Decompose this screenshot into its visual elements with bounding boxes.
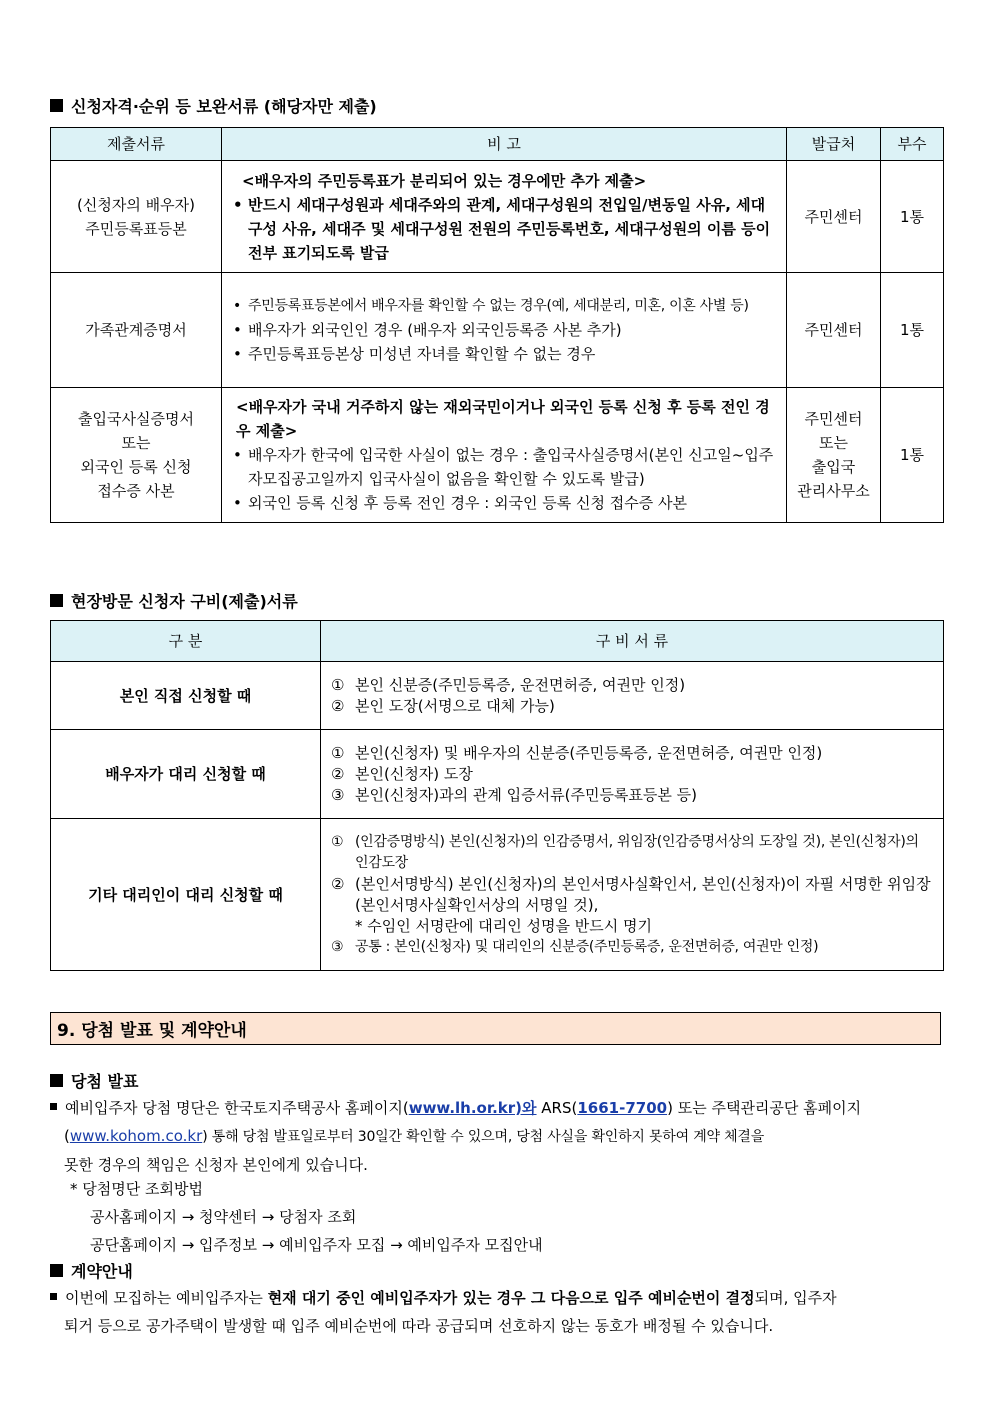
required-doc-item [329, 937, 935, 958]
contract-paragraph [50, 1284, 943, 1340]
item-text: 공통 : 본인(신청자) 및 대리인의 신분증(주민등록증, 운전면허증, 여권만 인정) [355, 938, 819, 955]
item-text: 본인(신청자)과의 관계 입증서류(주민등록표등본 등) [355, 785, 698, 804]
text-run: ( [64, 1127, 70, 1145]
issuer-cell [787, 388, 881, 523]
note-list [230, 294, 778, 366]
required-doc-item [329, 675, 935, 696]
required-doc-item [329, 764, 935, 785]
announce-line: 못한 경우의 책임은 신청자 본인에게 있습니다. [64, 1156, 368, 1174]
chapter9-banner [50, 1012, 941, 1045]
black-square-icon [50, 1074, 63, 1087]
note-item: • 배우자가 외국인인 경우 (배우자 외국인등록증 사본 추가) [230, 318, 778, 342]
note-item: • 외국인 등록 신청 후 등록 전인 경우 : 외국인 등록 신청 접수증 사본 [230, 491, 778, 515]
text-run: 예비입주자 당첨 명단은 한국토지주택공사 홈페이지( [65, 1099, 409, 1117]
required-docs-list [329, 675, 935, 717]
doc-name-line: 또는 [121, 434, 151, 452]
issuer-line: 주민센터 [804, 321, 863, 339]
proxy-note: * 수임인 서명란에 대리인 성명을 반드시 명기 [355, 916, 652, 935]
lookup-path-1: 공사홈페이지 → 청약센터 → 당첨자 조회 [90, 1208, 357, 1226]
lookup-path-2: 공단홈페이지 → 입주정보 → 예비입주자 모집 → 예비입주자 모집안내 [90, 1236, 543, 1254]
table-row [51, 161, 944, 273]
doc-name-cell [51, 388, 222, 523]
contract-heading [50, 1259, 133, 1282]
text-run: ARS( [536, 1099, 578, 1117]
item-number: ② [331, 696, 345, 715]
item-number: ① [331, 743, 345, 762]
table-row [51, 662, 944, 730]
announce-line [50, 1122, 943, 1151]
item-text: 본인(신청자) 및 배우자의 신분증(주민등록증, 운전면허증, 여권만 인정) [355, 743, 823, 762]
doc-name-cell [51, 161, 222, 273]
contract-line [50, 1284, 943, 1312]
required-docs-cell [321, 819, 944, 971]
copies-cell: 1통 [881, 161, 944, 273]
required-doc-item [329, 696, 935, 717]
item-number: ③ [331, 785, 345, 804]
item-text: 본인 신분증(주민등록증, 운전면허증, 여권만 인정) [355, 675, 686, 694]
announce-paragraph [50, 1094, 943, 1179]
table-row [51, 730, 944, 819]
header-issuer: 발급처 [787, 128, 881, 161]
required-docs-list [329, 832, 935, 916]
kohom-homepage-link[interactable]: www.kohom.co.kr [69, 1127, 203, 1145]
supplement-docs-table [50, 127, 944, 523]
doc-name-line: 주민등록표등본 [85, 219, 187, 238]
case-cell: 기타 대리인이 대리 신청할 때 [51, 819, 321, 971]
chapter9-title: 9. 당첨 발표 및 계약안내 [57, 1021, 247, 1041]
section2-title: 현장방문 신청자 구비(제출)서류 [71, 592, 298, 611]
required-docs-list [329, 743, 935, 806]
note-list [230, 193, 778, 265]
bullet-square-icon [50, 1293, 57, 1300]
black-square-icon [50, 594, 63, 607]
note-item: • 주민등록표등본에서 배우자를 확인할 수 없는 경우(예, 세대분리, 미혼, 이혼 사별 등) [230, 294, 778, 318]
text-run: 되며, 입주자 [754, 1289, 837, 1307]
black-square-icon [50, 1264, 63, 1277]
note-cell [222, 388, 787, 523]
bullet-square-icon [50, 1103, 57, 1110]
item-number: ② [331, 874, 345, 893]
doc-name-line: 접수증 사본 [97, 482, 175, 500]
section1-heading [50, 94, 377, 117]
text-run: 이번에 모집하는 예비입주자는 [65, 1289, 268, 1307]
copies-cell: 1통 [881, 273, 944, 388]
table-row [51, 273, 944, 388]
note-item: • 배우자가 한국에 입국한 사실이 없는 경우 : 출입국사실증명서(본인 신고일~입주자모집공고일까지 입국사실이 없음을 확인할 수 있도록 발급) [230, 443, 778, 491]
copies-cell: 1통 [881, 388, 944, 523]
doc-name-line: (신청자의 배우자) [77, 195, 195, 214]
contract-line: 퇴거 등으로 공가주택이 발생할 때 입주 예비순번에 따라 공급되며 선호하지 않는 동호가 배정될 수 있습니다. [64, 1317, 774, 1335]
header-case: 구 분 [51, 621, 321, 662]
table-row [51, 819, 944, 971]
issuer-line: 또는 [819, 434, 848, 452]
announce-heading [50, 1069, 138, 1092]
doc-name-cell [51, 273, 222, 388]
case-cell: 본인 직접 신청할 때 [51, 662, 321, 730]
issuer-line: 관리사무소 [797, 482, 870, 500]
black-square-icon [50, 99, 63, 112]
item-number: ① [331, 675, 345, 694]
lookup-method [70, 1175, 543, 1259]
item-text: (본인서명방식) 본인(신청자)의 본인서명사실확인서, 본인(신청자)이 자필 서명한 위임장(본인서명사실확인서상의 서명일 것), [355, 874, 931, 914]
item-number: ① [331, 833, 344, 850]
section2-heading [50, 589, 298, 612]
announce-title: 당첨 발표 [71, 1072, 139, 1091]
item-text: 본인(신청자) 도장 [355, 764, 473, 783]
header-required-docs: 구 비 서 류 [321, 621, 944, 662]
case-cell: 배우자가 대리 신청할 때 [51, 730, 321, 819]
required-doc-item [329, 832, 935, 874]
item-number: ② [331, 764, 345, 783]
header-note: 비 고 [222, 128, 787, 161]
item-text: (인감증명방식) 본인(신청자)의 인감증명서, 위임장(인감증명서상의 도장일 것), 본인(신청자)의 인감도장 [355, 833, 919, 871]
doc-name-line: 출입국사실증명서 [78, 410, 194, 428]
note-item: • 반드시 세대구성원과 세대주와의 관계, 세대구성원의 전입일/변동일 사유, 세대구성 사유, 세대주 및 세대구성원 전원의 주민등록번호, 세대구성원의 이름 등이 전부 표기되도록 발급 [230, 193, 778, 265]
table-header-row [51, 621, 944, 662]
contract-title: 계약안내 [71, 1262, 133, 1281]
issuer-cell [787, 273, 881, 388]
emphasis-text: 현재 대기 중인 예비입주자가 있는 경우 그 다음으로 입주 예비순번이 결정 [267, 1289, 755, 1307]
lookup-title: * 당첨명단 조회방법 [70, 1180, 203, 1198]
text-run: ) 또는 주택관리공단 홈페이지 [667, 1099, 862, 1117]
ars-number: 1661-7700 [577, 1099, 668, 1117]
note-heading: <배우자가 국내 거주하지 않는 재외국민이거나 외국인 등록 신청 후 등록 전인 경우 제출> [236, 398, 770, 440]
required-docs-cell [321, 730, 944, 819]
issuer-line: 출입국 [811, 458, 856, 476]
onsite-docs-table [50, 620, 944, 971]
doc-name-line: 외국인 등록 신청 [80, 458, 192, 476]
section1-title: 신청자격·순위 등 보완서류 (해당자만 제출) [71, 97, 377, 116]
item-text: 본인 도장(서명으로 대체 가능) [355, 696, 555, 715]
required-doc-item [329, 874, 935, 916]
required-docs-list [329, 937, 935, 958]
required-doc-item [329, 743, 935, 764]
required-docs-cell [321, 662, 944, 730]
header-doc: 제출서류 [51, 128, 222, 161]
note-cell [222, 273, 787, 388]
issuer-line: 주민센터 [804, 410, 863, 428]
note-item: • 주민등록표등본상 미성년 자녀를 확인할 수 없는 경우 [230, 342, 778, 366]
item-number: ③ [331, 938, 344, 955]
issuer-line: 주민센터 [804, 207, 863, 226]
header-copies: 부수 [881, 128, 944, 161]
required-doc-item [329, 785, 935, 806]
table-header-row [51, 128, 944, 161]
doc-name-line: 가족관계증명서 [85, 321, 187, 339]
table-row [51, 388, 944, 523]
lh-homepage-link[interactable]: www.lh.or.kr)와 [408, 1099, 537, 1117]
announce-line [50, 1094, 943, 1122]
issuer-cell [787, 161, 881, 273]
note-list [230, 443, 778, 515]
note-cell [222, 161, 787, 273]
note-heading: <배우자의 주민등록표가 분리되어 있는 경우에만 추가 제출> [242, 171, 647, 190]
text-run: ) 통해 당첨 발표일로부터 30일간 확인할 수 있으며, 당첨 사실을 확인하지 못하여 계약 체결을 [202, 1129, 765, 1145]
